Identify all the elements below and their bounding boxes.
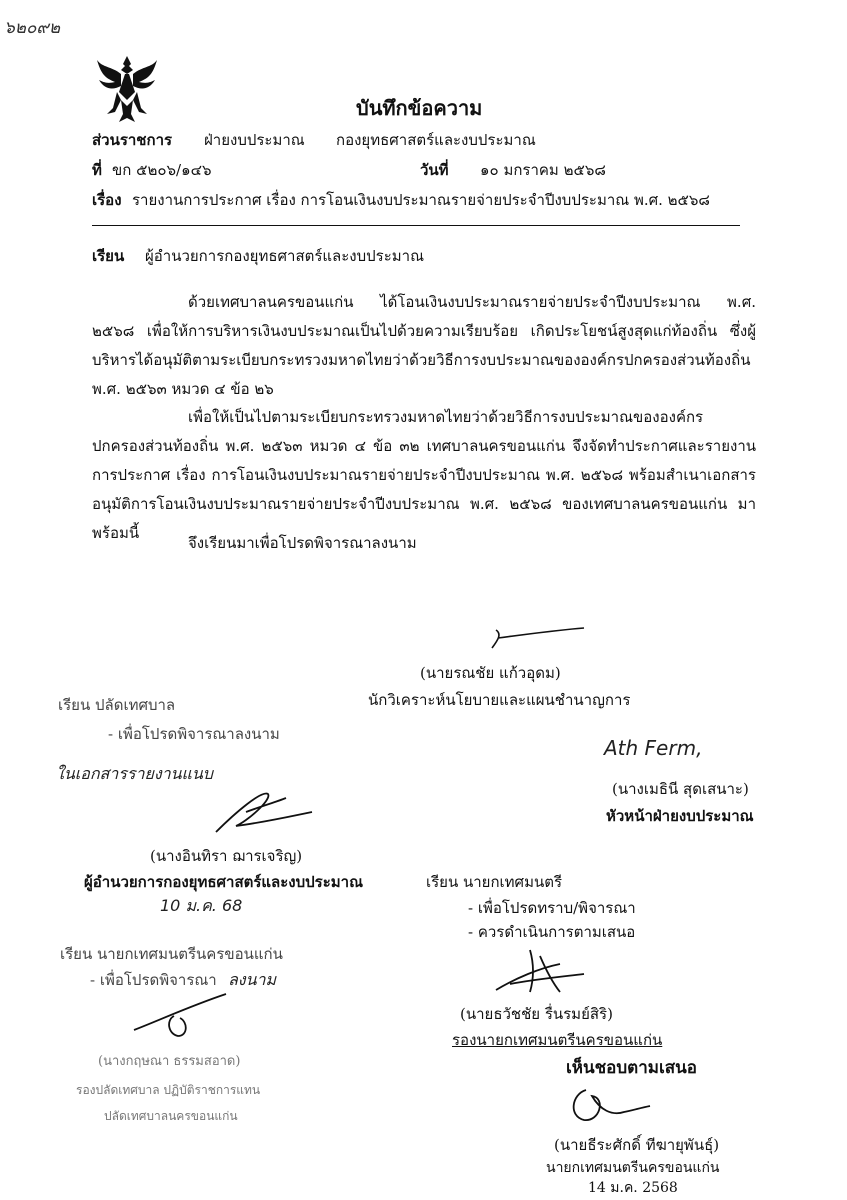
corner-note: ๖๒๐๙๒ bbox=[4, 18, 61, 38]
ref-value: ขก ๕๒๐๖/๑๔๖ bbox=[112, 161, 212, 179]
signer5-name: (นางกฤษณา ธรรมสอาด) bbox=[98, 1054, 241, 1069]
subject-value: รายงานการประกาศ เรื่อง การโอนเงินงบประมาณรายจ่ายประจำปีงบประมาณ พ.ศ. ๒๕๖๘ bbox=[132, 191, 710, 209]
date-value: ๑๐ มกราคม ๒๕๖๘ bbox=[480, 161, 606, 179]
agency-label: ส่วนราชการ bbox=[92, 131, 173, 149]
note-left-2-line1: เรียน นายกเทศมนตรีนครขอนแก่น bbox=[60, 945, 283, 963]
ref-label: ที่ bbox=[92, 161, 102, 179]
note-left-1-line1: เรียน ปลัดเทศบาล bbox=[58, 696, 176, 714]
note-right-line1: เรียน นายกเทศมนตรี bbox=[426, 873, 563, 891]
note-right-line3: - ควรดำเนินการตามเสนอ bbox=[468, 923, 636, 941]
note-left-1-handwritten: ในเอกสารรายงานแนบ bbox=[56, 764, 213, 783]
agency-value-1: ฝ่ายงบประมาณ bbox=[204, 131, 305, 149]
date-label: วันที่ bbox=[420, 161, 449, 179]
body-paragraph-2: เพื่อให้เป็นไปตามระเบียบกระทรวงมหาดไทยว่าด้วยวิธีการงบประมาณขององค์กรปกครองส่วนท้องถิ่น พ.ศ. ๒๕๖๓ หมวด ๔ ข้อ ๓๒ เทศบาลนครขอนแก่น จึงจัดทำประกาศและรายงานการประกาศ เรื่อง การโอนเงินงบประมาณรายจ่ายประจำปีงบประมาณ พ.ศ. ๒๕๖๘ พร้อมสำเนาเอกสารอนุมัติการโอนเงินงบประมาณรายจ่ายประจำปีงบประมาณ พ.ศ. ๒๕๖๘ ของเทศบาลนครขอนแก่น มาพร้อมนี้ bbox=[92, 408, 756, 542]
signer5-position1: รองปลัดเทศบาล ปฏิบัติราชการแทน bbox=[76, 1083, 261, 1097]
signer5-position2: ปลัดเทศบาลนครขอนแก่น bbox=[104, 1109, 238, 1123]
signer2-name: (นางเมธินี สุดเสนาะ) bbox=[612, 780, 749, 798]
signer2-position: หัวหน้าฝ่ายงบประมาณ bbox=[606, 807, 754, 825]
signer4-name: (นายธวัชชัย รื่นรมย์สิริ) bbox=[460, 1005, 613, 1023]
subject-label: เรื่อง bbox=[92, 191, 122, 209]
note-right-line2: - เพื่อโปรดทราบ/พิจารณา bbox=[468, 899, 636, 917]
signer3-date: 10 ม.ค. 68 bbox=[160, 896, 243, 915]
signer1-name: (นายรณชัย แก้วอุดม) bbox=[420, 664, 561, 682]
closing-line: จึงเรียนมาเพื่อโปรดพิจารณาลงนาม bbox=[188, 534, 417, 552]
signer1-position: นักวิเคราะห์นโยบายและแผนชำนาญการ bbox=[368, 691, 631, 709]
signature-5 bbox=[130, 990, 230, 1042]
agency-value-2: กองยุทธศาสตร์และงบประมาณ bbox=[336, 131, 536, 149]
signature-6 bbox=[564, 1086, 654, 1128]
to-value: ผู้อำนวยการกองยุทธศาสตร์และงบประมาณ bbox=[145, 247, 425, 265]
signer6-name: (นายธีระศักดิ์ ทีฆายุพันธุ์) bbox=[554, 1136, 720, 1154]
signature-3 bbox=[206, 782, 316, 838]
garuda-emblem bbox=[95, 52, 159, 126]
signer3-name: (นางอินทิรา ฌารเจริญ) bbox=[150, 847, 303, 865]
header-divider bbox=[92, 225, 740, 226]
document-title: บันทึกข้อความ bbox=[356, 96, 483, 120]
to-label: เรียน bbox=[92, 247, 125, 265]
signer6-date: 14 ม.ค. 2568 bbox=[588, 1180, 678, 1196]
body-paragraph-1: ด้วยเทศบาลนครขอนแก่น ได้โอนเงินงบประมาณรายจ่ายประจำปีงบประมาณ พ.ศ. ๒๕๖๘ เพื่อให้การบริหารเงินงบประมาณเป็นไปด้วยความเรียบร้อย เกิดประโยชน์สูงสุดแก่ท้องถิ่น ซึ่งผู้บริหารได้อนุมัติตามระเบียบกระทรวงมหาดไทยว่าด้วยวิธีการงบประมาณขององค์กรปกครองส่วนท้องถิ่น พ.ศ. ๒๕๖๓ หมวด ๔ ข้อ ๒๖ bbox=[92, 293, 756, 398]
note-left-2-handwritten: ลงนาม bbox=[228, 970, 277, 989]
signer4-position: รองนายกเทศมนตรีนครขอนแก่น bbox=[452, 1031, 663, 1049]
signer2-handwritten: Ath Ferm, bbox=[604, 736, 703, 760]
signature-1 bbox=[488, 626, 588, 650]
signer6-position: นายกเทศมนตรีนครขอนแก่น bbox=[546, 1160, 720, 1176]
approval-text: เห็นชอบตามเสนอ bbox=[566, 1058, 697, 1078]
signer3-position: ผู้อำนวยการกองยุทธศาสตร์และงบประมาณ bbox=[84, 873, 364, 891]
note-left-1-line2: - เพื่อโปรดพิจารณาลงนาม bbox=[108, 725, 280, 743]
signature-4 bbox=[490, 940, 590, 1000]
note-left-2-line2: - เพื่อโปรดพิจารณา bbox=[90, 971, 217, 989]
